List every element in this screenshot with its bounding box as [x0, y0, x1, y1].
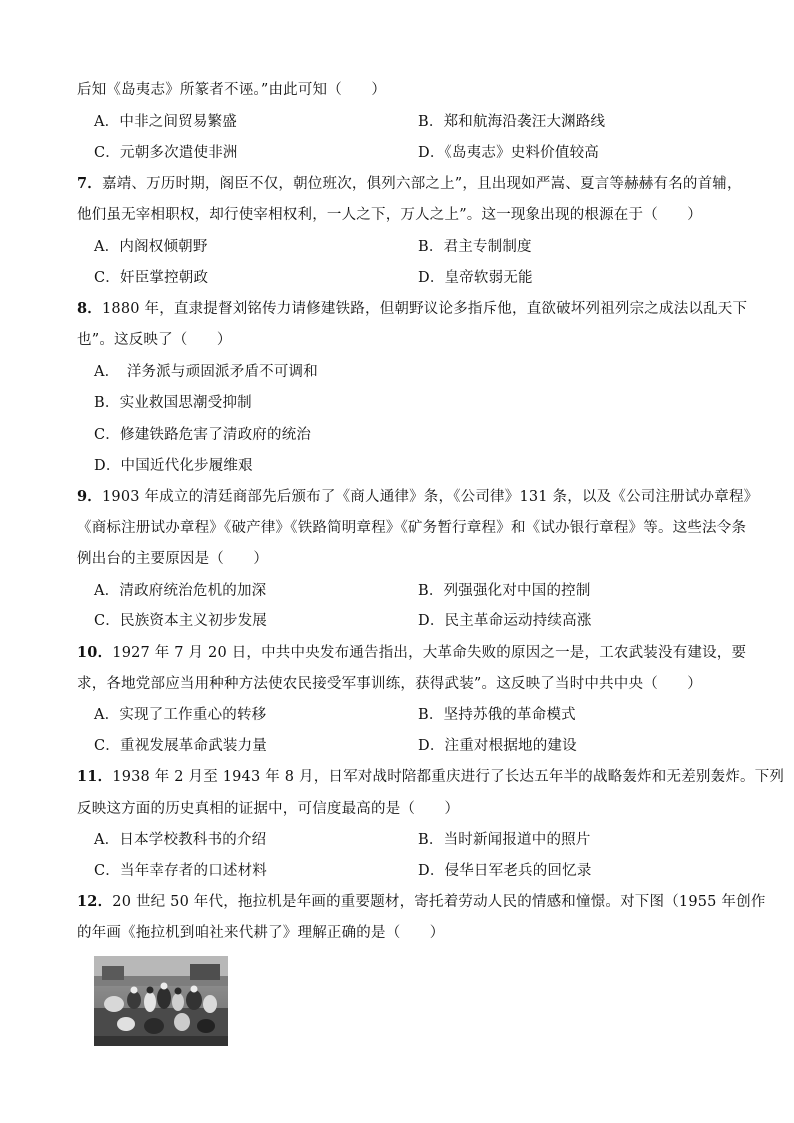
q12-number: 12． [77, 893, 113, 910]
q6-option-c[interactable]: C．元朝多次遣使非洲 [94, 145, 238, 161]
q11-option-b[interactable]: B．当时新闻报道中的照片 [418, 832, 591, 848]
q11-stem-line-1: 11．1938 年 2 月至 1943 年 8 月，日军对战时陪都重庆进行了长达五年半的战略轰炸和无差别轰炸。下列 [77, 768, 785, 785]
q9-number: 9． [77, 488, 102, 505]
q6-stem-tail: 后知《岛夷志》所篆者不诬。”由此可知（ ） [77, 82, 387, 98]
q10-option-c[interactable]: C．重视发展革命武装力量 [94, 738, 267, 754]
q8-stem-line-1: 8．1880 年，直隶提督刘铭传力请修建铁路，但朝野议论多指斥他，直欲破坏列祖列宗之成法以乱天下 [77, 300, 748, 317]
q7-number: 7． [77, 175, 102, 192]
q8-option-a[interactable]: A． 洋务派与顽固派矛盾不可调和 [94, 364, 318, 380]
q9-stem-line-3: 例出台的主要原因是（ ） [77, 551, 269, 567]
q12-stem-line-1: 12．20 世纪 50 年代，拖拉机是年画的重要题材，寄托着劳动人民的情感和憧憬。对下图（1955 年创作 [77, 893, 766, 910]
q8-option-d[interactable]: D．中国近代化步履维艰 [94, 458, 253, 474]
q11-option-a[interactable]: A．日本学校教科书的介绍 [94, 832, 267, 848]
q7-option-b[interactable]: B．君主专制制度 [418, 239, 532, 255]
q10-number: 10． [77, 644, 113, 661]
q10-stem-line-2: 求，各地党部应当用种种方法使农民接受军事训练，获得武装”。这反映了当时中共中央（ ） [77, 676, 703, 692]
q6-option-d[interactable]: D．《岛夷志》史料价值较高 [418, 145, 599, 161]
q8-option-b[interactable]: B．实业救国思潮受抑制 [94, 395, 252, 411]
q7-option-a[interactable]: A．内阁权倾朝野 [94, 239, 208, 255]
q12-stem-line-2: 的年画《拖拉机到咱社来代耕了》理解正确的是（ ） [77, 925, 445, 941]
q10-stem-line-1: 10．1927 年 7 月 20 日，中共中央发布通告指出，大革命失败的原因之一是，工农武装没有建设，要 [77, 644, 747, 661]
q6-option-b[interactable]: B．郑和航海沿袭汪大渊路线 [418, 114, 606, 130]
q9-option-b[interactable]: B．列强强化对中国的控制 [418, 583, 591, 599]
q6-option-a[interactable]: A．中非之间贸易繁盛 [94, 114, 237, 130]
q11-number: 11． [77, 768, 113, 785]
q9-option-a[interactable]: A．清政府统治危机的加深 [94, 583, 267, 599]
q10-option-d[interactable]: D．注重对根据地的建设 [418, 738, 577, 754]
q9-stem-line-2: 《商标注册试办章程》《破产律》《铁路简明章程》《矿务暂行章程》和《试办银行章程》等。这些法令条 [77, 520, 747, 536]
q11-option-d[interactable]: D．侵华日军老兵的回忆录 [418, 863, 592, 879]
q7-stem-line-1: 7．嘉靖、万历时期，阁臣不仅，朝位班次，俱列六部之上”，且出现如严嵩、夏言等赫赫有名的首辅， [77, 175, 742, 192]
q8-stem-line-2: 也”。这反映了（ ） [77, 332, 232, 348]
q9-option-d[interactable]: D．民主革命运动持续高涨 [418, 613, 592, 629]
q7-option-d[interactable]: D．皇帝软弱无能 [418, 270, 533, 286]
q7-option-c[interactable]: C．奸臣掌控朝政 [94, 270, 209, 286]
q7-stem-line-2: 他们虽无宰相职权，却行使宰相权利，一人之下，万人之上”。这一现象出现的根源在于（ ） [77, 207, 703, 223]
q9-stem-line-1: 9．1903 年成立的清廷商部先后颁布了《商人通律》条，《公司律》131 条，以及《公司注册试办章程》 [77, 488, 759, 505]
q11-option-c[interactable]: C．当年幸存者的口述材料 [94, 863, 267, 879]
q10-option-b[interactable]: B．坚持苏俄的革命模式 [418, 707, 576, 723]
q9-option-c[interactable]: C．民族资本主义初步发展 [94, 613, 267, 629]
q12-new-year-painting-image [94, 956, 228, 1046]
q8-option-c[interactable]: C．修建铁路危害了清政府的统治 [94, 427, 312, 443]
q11-stem-line-2: 反映这方面的历史真相的证据中，可信度最高的是（ ） [77, 801, 460, 817]
painting-illustration [94, 956, 228, 1046]
q10-option-a[interactable]: A．实现了工作重心的转移 [94, 707, 267, 723]
q8-number: 8． [77, 300, 102, 317]
